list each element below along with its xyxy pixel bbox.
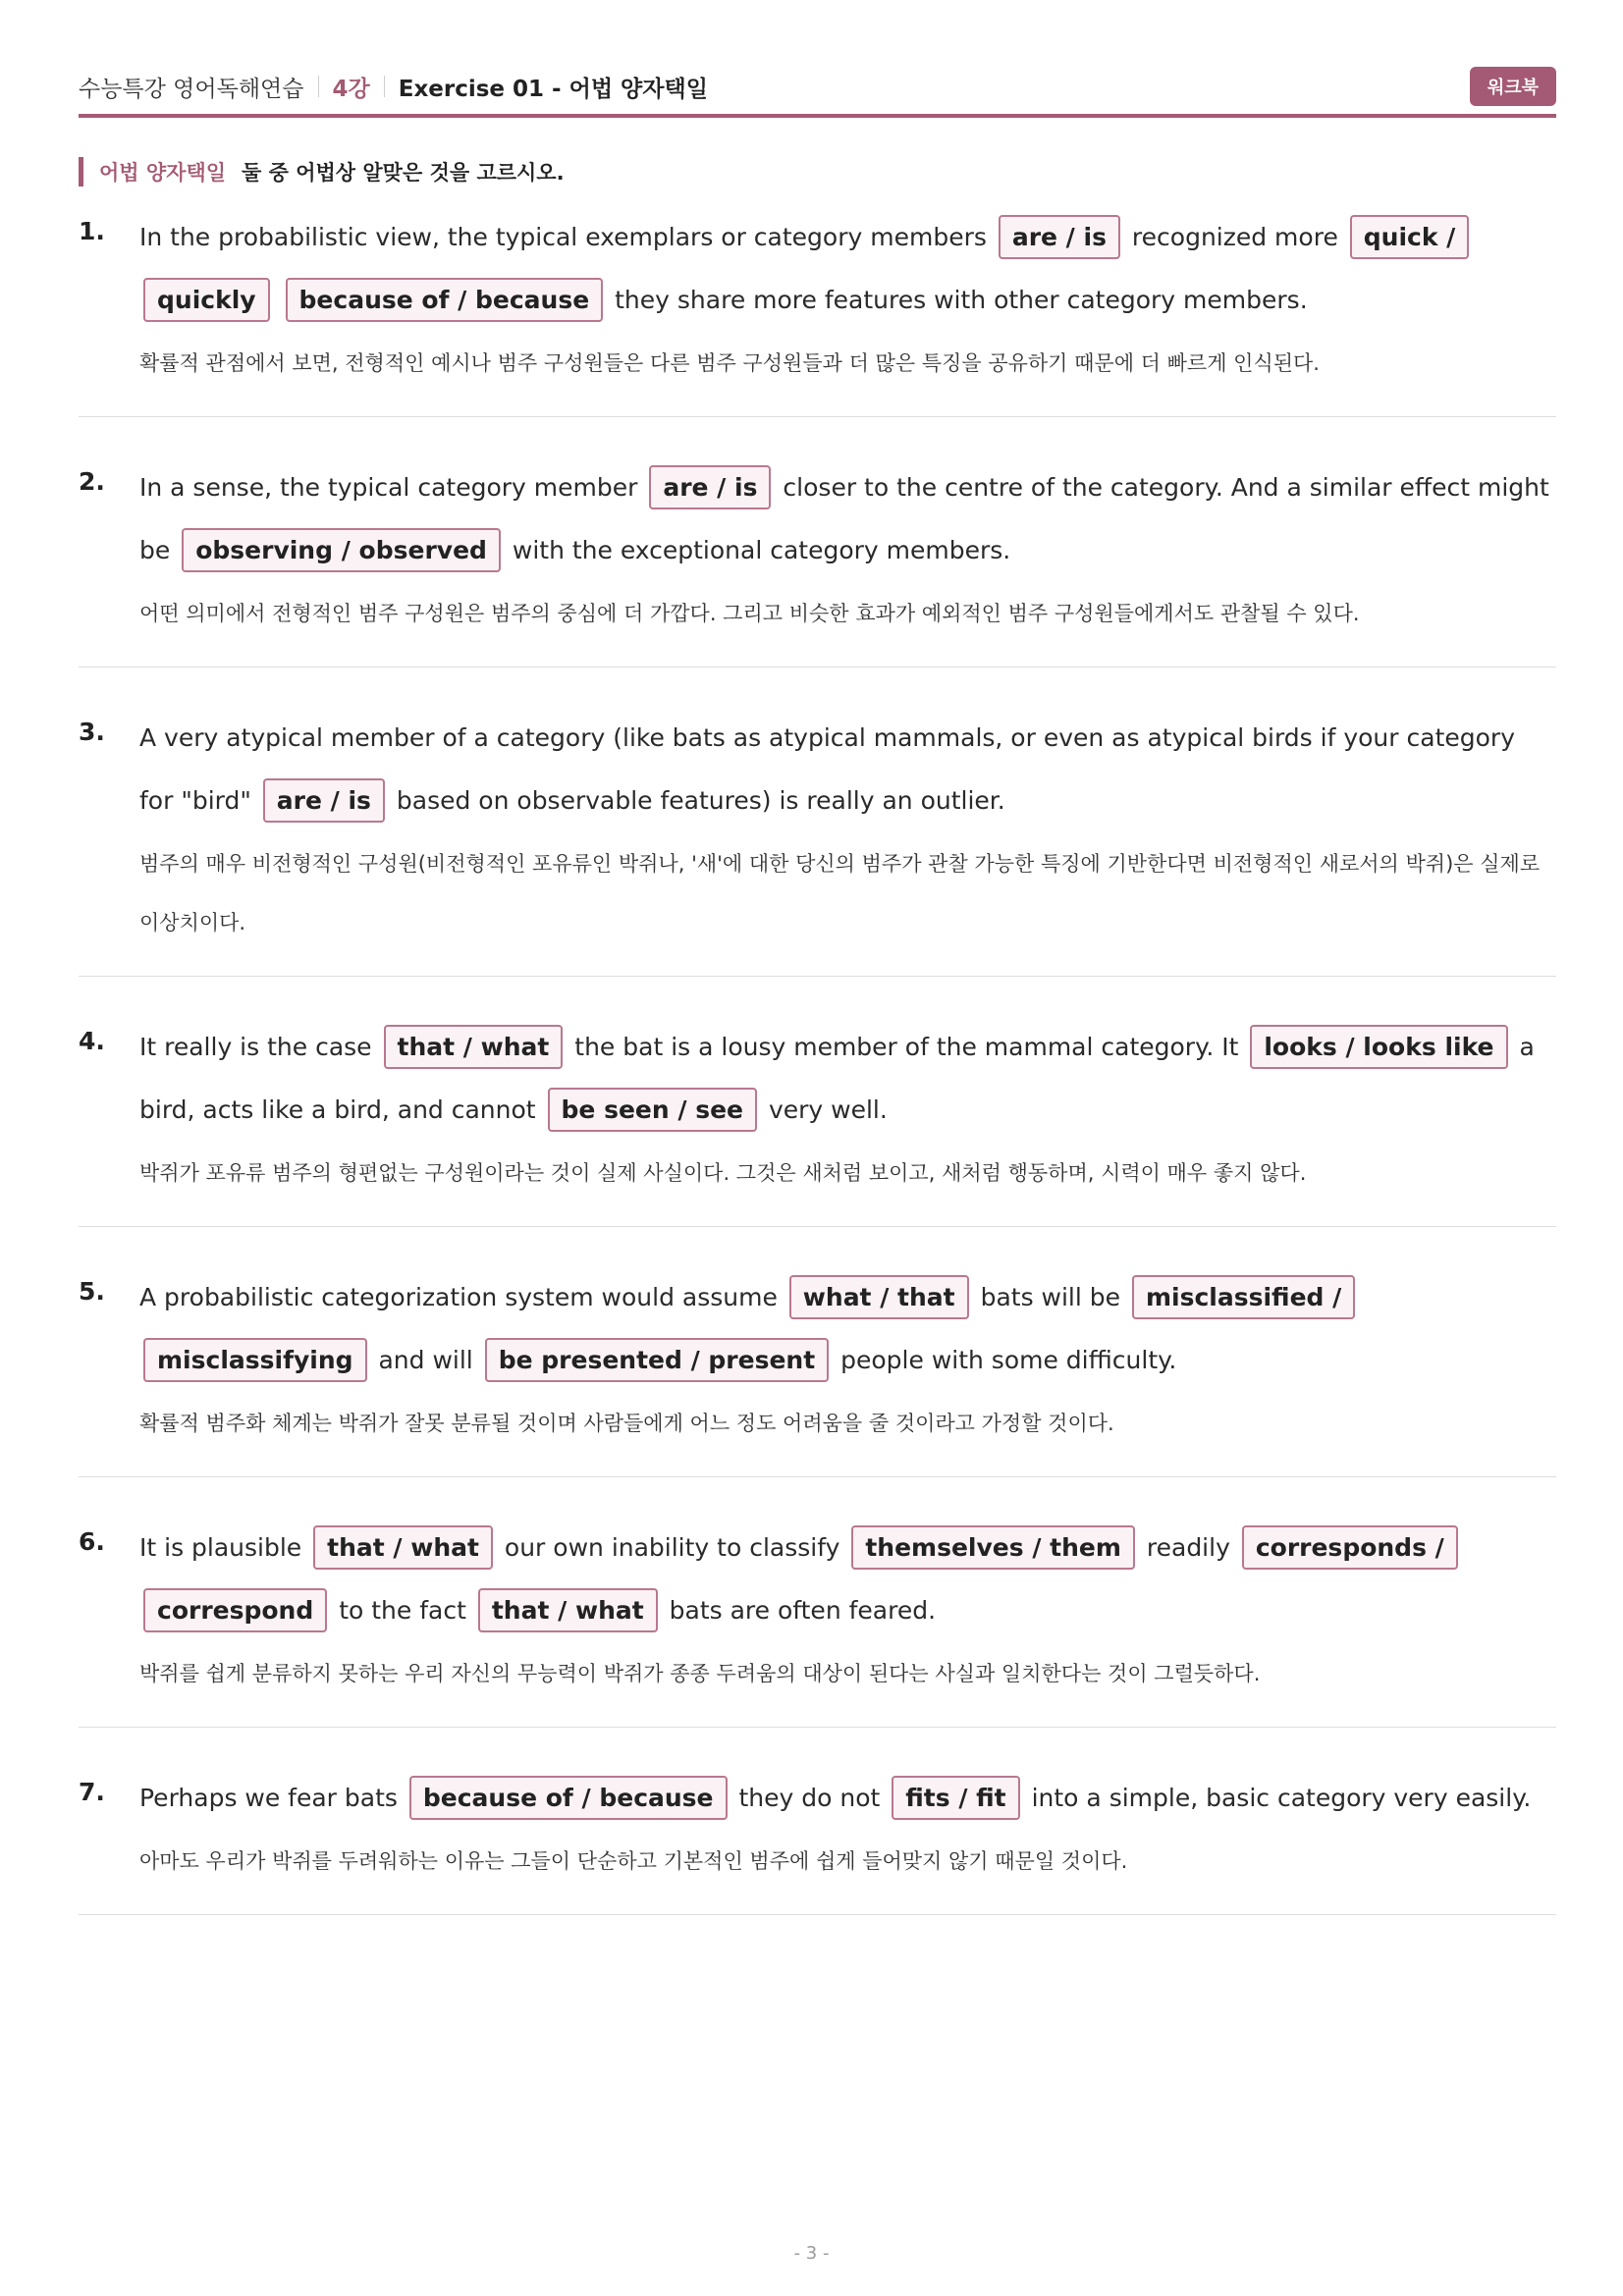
question-sentence <box>139 1517 1556 1642</box>
question-item <box>79 206 1556 417</box>
question-sentence <box>139 1266 1556 1392</box>
grammar-choice-box[interactable]: quick / quickly <box>143 215 1469 322</box>
sentence-text: It is plausible <box>139 1533 310 1562</box>
grammar-choice-box[interactable]: that / what <box>384 1025 564 1069</box>
sentence-text: based on observable features) is really an outlier. <box>388 786 1005 815</box>
question-item <box>79 456 1556 667</box>
korean-translation: 박쥐가 포유류 범주의 형편없는 구성원이라는 것이 실제 사실이다. 그것은 새처럼 보이고, 새처럼 행동하며, 시력이 매우 좋지 않다. <box>139 1161 1307 1185</box>
grammar-choice-box[interactable]: corresponds / correspond <box>143 1525 1458 1632</box>
sentence-text: with the exceptional category members. <box>504 536 1011 564</box>
question-list <box>79 206 1556 1954</box>
question-item <box>79 1517 1556 1728</box>
header-divider <box>384 76 385 97</box>
sentence-text: the bat is a lousy member of the mammal category. It <box>567 1033 1247 1061</box>
question-number: 3. <box>79 718 105 746</box>
sentence-text: a bird, acts like a bird, and cannot <box>139 1033 1535 1124</box>
korean-translation: 박쥐를 쉽게 분류하지 못하는 우리 자신의 무능력이 박쥐가 종종 두려움의 대상이 된다는 사실과 일치한다는 것이 그럴듯하다. <box>139 1662 1261 1685</box>
question-number: 5. <box>79 1277 105 1306</box>
instruction-text: 둘 중 어법상 알맞은 것을 고르시오. <box>242 161 565 185</box>
sentence-text: our own inability to classify <box>496 1533 848 1562</box>
grammar-choice-box[interactable]: fits / fit <box>892 1776 1019 1820</box>
sentence-text: bats will be <box>972 1283 1128 1311</box>
sentence-text <box>274 286 282 314</box>
grammar-choice-box[interactable]: that / what <box>478 1588 658 1632</box>
question-item <box>79 1767 1556 1915</box>
grammar-choice-box[interactable]: be presented / present <box>485 1338 829 1382</box>
question-number: 2. <box>79 467 105 496</box>
sentence-text: very well. <box>761 1095 888 1124</box>
korean-translation: 확률적 범주화 체계는 박쥐가 잘못 분류될 것이며 사람들에게 어느 정도 어려움을 줄 것이라고 가정할 것이다. <box>139 1412 1114 1435</box>
question-number: 4. <box>79 1027 105 1055</box>
sentence-text: they share more features with other category members. <box>607 286 1308 314</box>
sentence-text: readily <box>1138 1533 1238 1562</box>
sentence-text: A probabilistic categorization system would assume <box>139 1283 785 1311</box>
question-number: 6. <box>79 1527 105 1556</box>
sentence-text: It really is the case <box>139 1033 380 1061</box>
question-number: 7. <box>79 1778 105 1806</box>
grammar-choice-box[interactable]: what / that <box>789 1275 969 1319</box>
question-sentence <box>139 1767 1556 1830</box>
question-sentence <box>139 206 1556 332</box>
sentence-text: to the fact <box>331 1596 474 1625</box>
grammar-choice-box[interactable]: themselves / them <box>851 1525 1135 1570</box>
instruction-bar <box>79 157 565 187</box>
sentence-text: people with some difficulty. <box>833 1346 1177 1374</box>
sentence-text: they do not <box>730 1784 889 1812</box>
grammar-choice-box[interactable]: be seen / see <box>548 1088 757 1132</box>
question-number: 1. <box>79 217 105 245</box>
sentence-text: In a sense, the typical category member <box>139 473 646 502</box>
sentence-text: A very atypical member of a category (like bats as atypical mammals, or even as atypical birds if your category for "bird" <box>139 723 1515 815</box>
instruction-tag: 어법 양자택일 <box>99 161 227 185</box>
sentence-text: recognized more <box>1123 223 1346 251</box>
grammar-choice-box[interactable]: looks / looks like <box>1250 1025 1507 1069</box>
book-title: 수능특강 영어독해연습 <box>79 76 304 102</box>
grammar-choice-box[interactable]: misclassified / misclassifying <box>143 1275 1355 1382</box>
page-header <box>79 59 1556 118</box>
grammar-choice-box[interactable]: observing / observed <box>182 528 501 572</box>
unit-label: 4강 <box>332 76 370 102</box>
grammar-choice-box[interactable]: because of / because <box>286 278 604 322</box>
sentence-text: closer to the centre of the category. And a similar effect might be <box>139 473 1549 564</box>
grammar-choice-box[interactable]: because of / because <box>409 1776 728 1820</box>
grammar-choice-box[interactable]: are / is <box>649 465 771 509</box>
sentence-text: In the probabilistic view, the typical exemplars or category members <box>139 223 995 251</box>
korean-translation: 확률적 관점에서 보면, 전형적인 예시나 범주 구성원들은 다른 범주 구성원들과 더 많은 특징을 공유하기 때문에 더 빠르게 인식된다. <box>139 351 1320 375</box>
korean-translation: 어떤 의미에서 전형적인 범주 구성원은 범주의 중심에 더 가깝다. 그리고 비슷한 효과가 예외적인 범주 구성원들에게서도 관찰될 수 있다. <box>139 602 1360 625</box>
question-item <box>79 1266 1556 1477</box>
workbook-badge: 워크북 <box>1470 67 1556 106</box>
header-divider <box>318 76 319 97</box>
grammar-choice-box[interactable]: that / what <box>313 1525 493 1570</box>
question-sentence <box>139 707 1556 832</box>
question-item <box>79 707 1556 977</box>
question-item <box>79 1016 1556 1227</box>
korean-translation: 범주의 매우 비전형적인 구성원(비전형적인 포유류인 박쥐나, '새'에 대한 당신의 범주가 관찰 가능한 특징에 기반한다면 비전형적인 새로서의 박쥐)은 실제로 이상치이다. <box>139 852 1541 934</box>
grammar-choice-box[interactable]: are / is <box>263 778 385 823</box>
exercise-title: Exercise 01 - 어법 양자택일 <box>398 76 708 102</box>
sentence-text: into a simple, basic category very easily. <box>1023 1784 1532 1812</box>
sentence-text: Perhaps we fear bats <box>139 1784 406 1812</box>
page-number: - 3 - <box>793 2243 830 2264</box>
question-sentence <box>139 1016 1556 1142</box>
question-sentence <box>139 456 1556 582</box>
sentence-text: and will <box>370 1346 481 1374</box>
korean-translation: 아마도 우리가 박쥐를 두려워하는 이유는 그들이 단순하고 기본적인 범주에 쉽게 들어맞지 않기 때문일 것이다. <box>139 1849 1128 1873</box>
grammar-choice-box[interactable]: are / is <box>999 215 1120 259</box>
sentence-text: bats are often feared. <box>661 1596 937 1625</box>
